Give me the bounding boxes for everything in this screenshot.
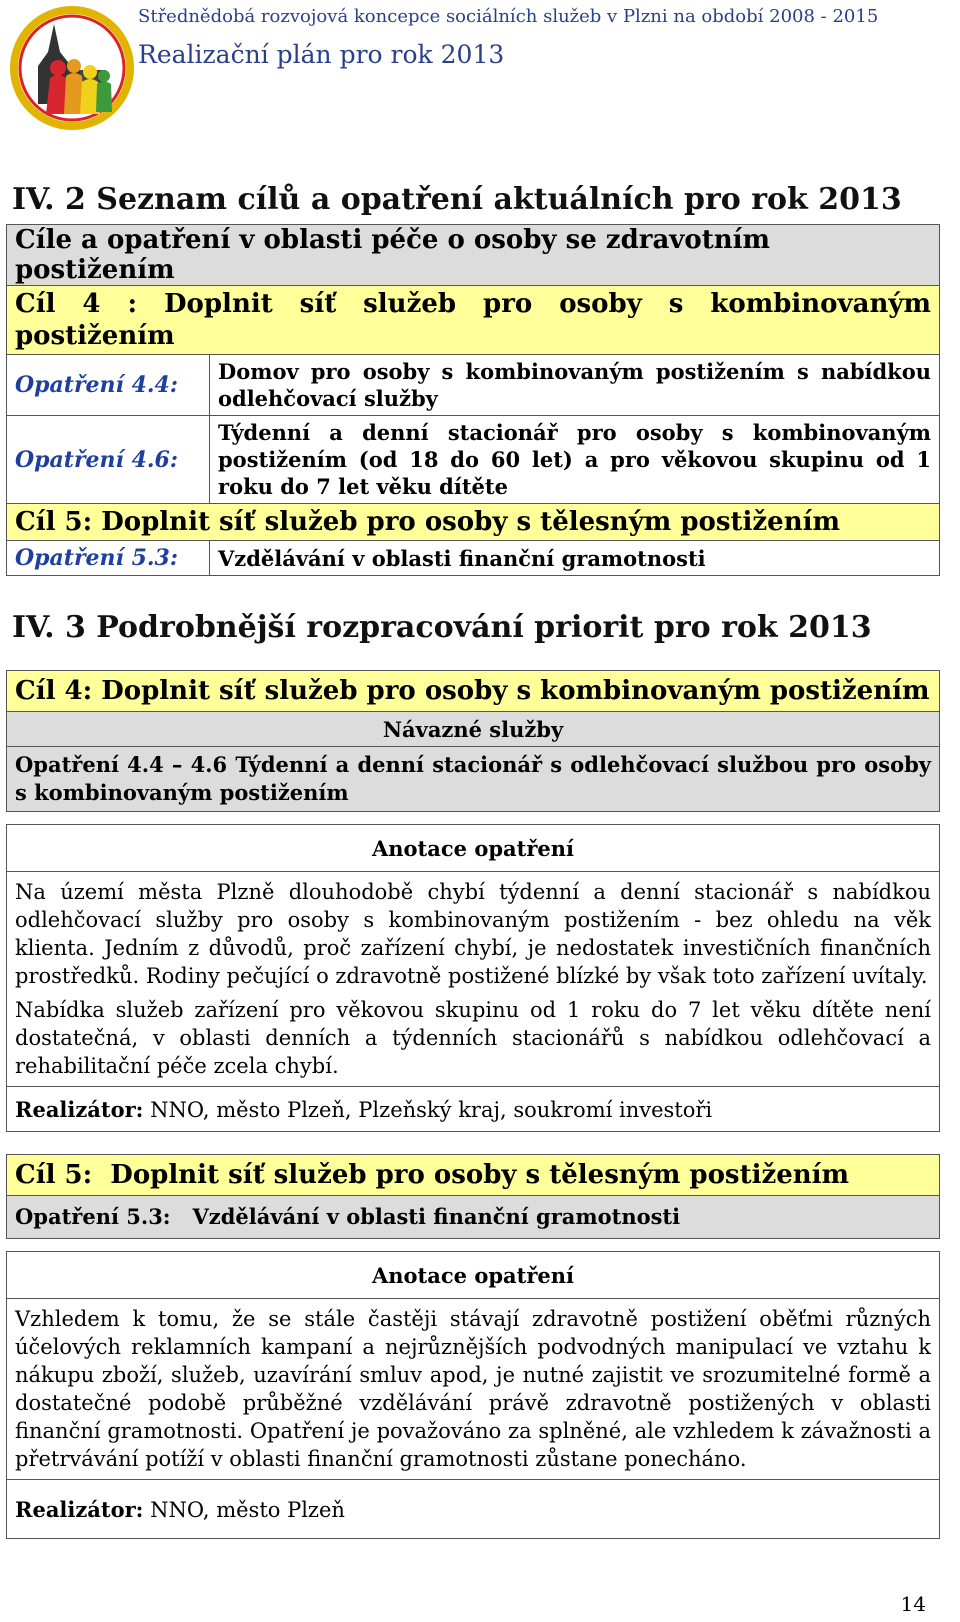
goal-4-row: Cíl 4 : Doplnit síť služeb pro osoby s kombinovaným postižením bbox=[7, 286, 940, 355]
realizer-row bbox=[7, 1480, 940, 1539]
header-plan-title: Realizační plán pro rok 2013 bbox=[138, 40, 505, 69]
measure-label: Opatření 4.6: bbox=[7, 416, 210, 504]
table-title: Cíle a opatření v oblasti péče o osoby se zdravotním postižením bbox=[7, 225, 940, 286]
goals-measures-table bbox=[6, 224, 940, 576]
paragraph: Vzhledem k tomu, že se stále častěji stávají zdravotně postižení oběťmi různých účelových reklamních kampaní a nejrůznějších podvodných manipulací ve vztahu k nákupu zboží, služeb, uzavírání smluv apod, je nutné zajistit ve srozumitelné formě a dostatečné podobě průběžné vzdělávání právě zdravotně postižených v oblasti finanční gramotnosti. Opatření je považováno za splněné, ale vzhledem k závažnosti a přetrvávání potíží v oblasti finanční gramotnosti zůstane ponecháno. bbox=[15, 1307, 931, 1471]
annotation-label: Anotace opatření bbox=[7, 1252, 940, 1299]
goal-4-detail-table bbox=[6, 670, 940, 1132]
annotation-body bbox=[7, 1299, 940, 1480]
goal-5-detail-table bbox=[6, 1154, 940, 1539]
page-number: 14 bbox=[900, 1592, 926, 1616]
goal-5-title: Cíl 5: Doplnit síť služeb pro osoby s tělesným postižením bbox=[7, 1155, 940, 1196]
paragraph: Na území města Plzně dlouhodobě chybí týdenní a denní stacionář s nabídkou odlehčovací služby pro osoby s kombinovaným postižením - bez ohledu na věk klienta. Jedním z důvodů, proč zařízení chybí, je nedostatek investičních finančních prostředků. Rodiny pečující o zdravotně postižené blízké by však toto zařízení uvítaly. bbox=[15, 880, 931, 988]
section-heading-iv3: IV. 3 Podrobnější rozpracování priorit pro rok 2013 bbox=[12, 610, 872, 645]
realizer-value: NNO, město Plzeň bbox=[143, 1497, 345, 1522]
logo bbox=[8, 4, 136, 132]
table-row bbox=[7, 355, 940, 416]
header-document-title: Střednědobá rozvojová koncepce sociálních služeb v Plzni na období 2008 - 2015 bbox=[138, 6, 879, 27]
table-row bbox=[7, 541, 940, 576]
measure-label: Opatření 5.3: bbox=[7, 541, 210, 576]
realizer-value: NNO, město Plzeň, Plzeňský kraj, soukromí investoři bbox=[143, 1097, 713, 1122]
annotation-body bbox=[7, 872, 940, 1087]
measure-text: Vzdělávání v oblasti finanční gramotnosti bbox=[210, 541, 940, 576]
goal-5-row: Cíl 5: Doplnit síť služeb pro osoby s tělesným postižením bbox=[7, 504, 940, 541]
realizer-row bbox=[7, 1087, 940, 1132]
measure-title: Opatření 5.3: Vzdělávání v oblasti finanční gramotnosti bbox=[7, 1196, 940, 1239]
subheading: Návazné služby bbox=[7, 712, 940, 747]
realizer-label: Realizátor: bbox=[15, 1496, 144, 1522]
measure-text: Týdenní a denní stacionář pro osoby s kombinovaným postižením (od 18 do 60 let) a pro věkovou skupinu od 1 roku do 7 let věku dítěte bbox=[210, 416, 940, 504]
measure-title: Opatření 4.4 – 4.6 Týdenní a denní stacionář s odlehčovací službou pro osoby s kombinovaným postižením bbox=[7, 747, 940, 812]
measure-text: Domov pro osoby s kombinovaným postižením s nabídkou odlehčovací služby bbox=[210, 355, 940, 416]
annotation-label: Anotace opatření bbox=[7, 825, 940, 872]
section-heading-iv2: IV. 2 Seznam cílů a opatření aktuálních pro rok 2013 bbox=[12, 182, 902, 217]
paragraph: Nabídka služeb zařízení pro věkovou skupinu od 1 roku do 7 let věku dítěte není dostatečná, v oblasti denních a týdenních stacionářů s nabídkou odlehčovací a rehabilitační péče zcela chybí. bbox=[15, 998, 931, 1078]
table-row bbox=[7, 416, 940, 504]
goal-4-title: Cíl 4: Doplnit síť služeb pro osoby s kombinovaným postižením bbox=[7, 671, 940, 712]
realizer-label: Realizátor: bbox=[15, 1096, 144, 1122]
measure-label: Opatření 4.4: bbox=[7, 355, 210, 416]
